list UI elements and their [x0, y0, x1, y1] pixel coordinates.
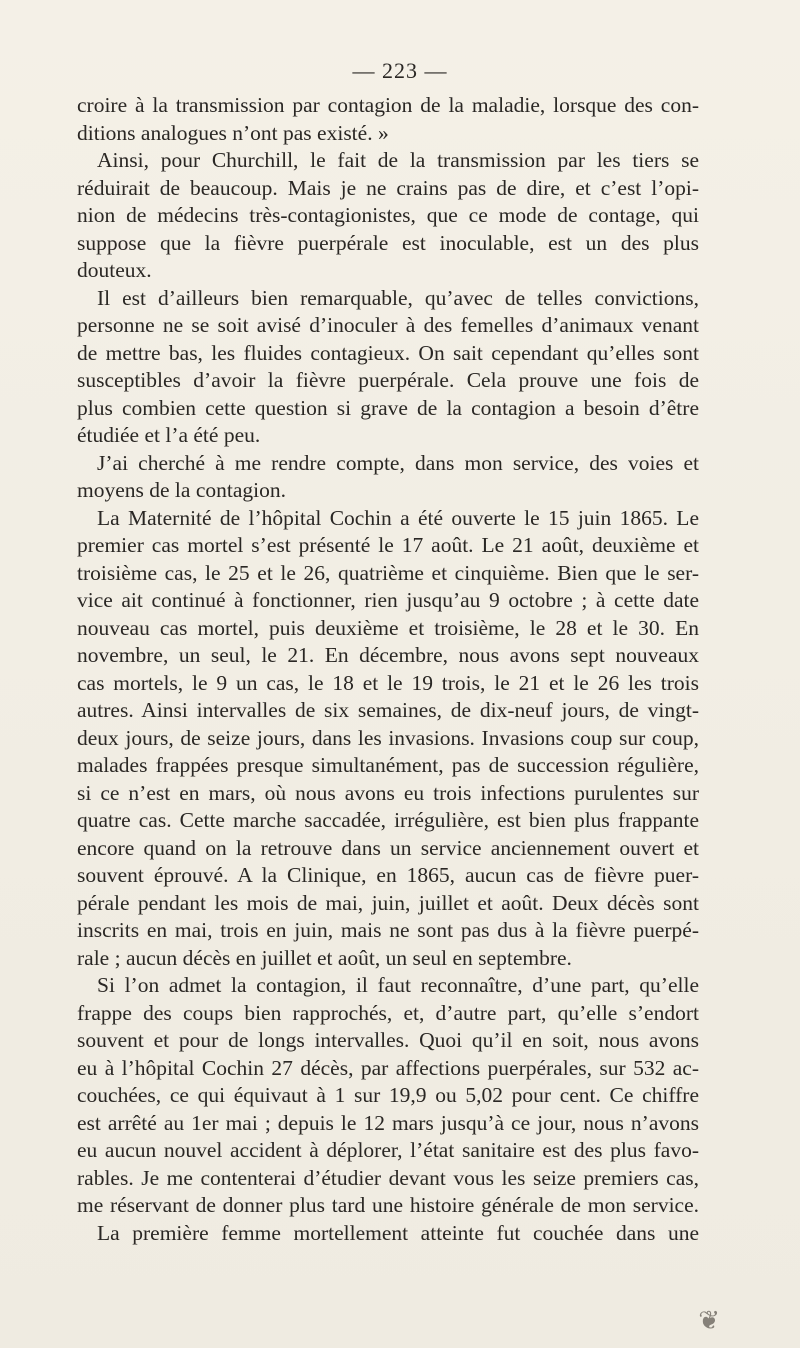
text-line: couchées, ce qui équivaut à 1 sur 19,9 ou 5,02 pour cent. Ce chiffre	[77, 1083, 699, 1107]
page-number: — 223 —	[352, 58, 448, 83]
text-line: eu à l’hôpital Cochin 27 décès, par affections puerpérales, sur 532 ac-	[77, 1055, 699, 1080]
text-line: autres. Ainsi intervalles de six semaines, de dix-neuf jours, de vingt-	[77, 698, 699, 722]
text-line: encore quand on la retrouve dans un service anciennement ouvert et	[77, 835, 699, 860]
text-line: eu aucun nouvel accident à déplorer, l’état sanitaire est des plus favo-	[77, 1138, 699, 1162]
text-line: croire à la transmission par contagion de la maladie, lorsque des con-	[77, 93, 699, 117]
text-line: nion de médecins très-contagionistes, que ce mode de contage, qui	[77, 203, 699, 227]
text-line: malades frappées presque simultanément, pas de succession régulière,	[77, 753, 699, 777]
text-line: inscrits en mai, trois en juin, mais ne sont pas dus à la fièvre puerpé-	[77, 918, 699, 942]
text-line: ditions analogues n’ont pas existé. »	[77, 120, 389, 145]
body-text	[77, 92, 699, 1247]
text-line: pérale pendant les mois de mai, juin, juillet et août. Deux décès sont	[77, 890, 699, 915]
text-line: de mettre bas, les fluides contagieux. On sait cependant qu’elles sont	[77, 340, 699, 365]
text-line: souvent et pour de longs intervalles. Quoi qu’il en soit, nous avons	[77, 1028, 699, 1052]
text-line: douteux.	[77, 258, 152, 282]
text-line: nouveau cas mortel, puis deuxième et troisième, le 28 et le 30. En	[77, 615, 699, 640]
text-line: personne ne se soit avisé d’inoculer à des femelles d’animaux venant	[77, 313, 699, 337]
text-line: La Maternité de l’hôpital Cochin a été ouverte le 15 juin 1865. Le	[97, 505, 699, 530]
text-line: rale ; aucun décès en juillet et août, un seul en septembre.	[77, 945, 572, 970]
text-line: est arrêté au 1er mai ; depuis le 12 mars jusqu’à ce jour, nous n’avons	[77, 1110, 699, 1135]
text-line: si ce n’est en mars, où nous avons eu trois infections purulentes sur	[77, 780, 699, 805]
ink-speck-icon: ❦	[698, 1306, 720, 1335]
text-line: quatre cas. Cette marche saccadée, irrégulière, est bien plus frappante	[77, 808, 699, 832]
text-line: Il est d’ailleurs bien remarquable, qu’avec de telles convictions,	[97, 285, 699, 310]
text-line: cas mortels, le 9 un cas, le 18 et le 19 trois, le 21 et le 26 les trois	[77, 670, 699, 695]
text-line: Ainsi, pour Churchill, le fait de la transmission par les tiers se	[97, 148, 699, 172]
text-line: La première femme mortellement atteinte fut couchée dans une	[97, 1220, 699, 1245]
text-line: rables. Je me contenterai d’étudier devant vous les seize premiers cas,	[77, 1165, 699, 1190]
text-line: premier cas mortel s’est présenté le 17 août. Le 21 août, deuxième et	[77, 533, 699, 557]
text-line: me réservant de donner plus tard une histoire générale de mon service.	[77, 1193, 699, 1217]
text-line: vice ait continué à fonctionner, rien jusqu’au 9 octobre ; à cette date	[77, 588, 699, 612]
text-line: troisième cas, le 25 et le 26, quatrième et cinquième. Bien que le ser-	[77, 560, 699, 585]
text-line: J’ai cherché à me rendre compte, dans mon service, des voies et	[97, 450, 699, 475]
text-line: Si l’on admet la contagion, il faut reconnaître, d’une part, qu’elle	[97, 973, 699, 997]
text-line: deux jours, de seize jours, dans les invasions. Invasions coup sur coup,	[77, 725, 699, 750]
text-line: novembre, un seul, le 21. En décembre, nous avons sept nouveaux	[77, 643, 699, 667]
text-line: suppose que la fièvre puerpérale est inoculable, est un des plus	[77, 230, 699, 255]
text-line: moyens de la contagion.	[77, 478, 286, 502]
text-line: étudiée et l’a été peu.	[77, 423, 261, 447]
text-line: susceptibles d’avoir la fièvre puerpérale. Cela prouve une fois de	[77, 368, 699, 392]
text-line: frappe des coups bien rapprochés, et, d’autre part, qu’elle s’endort	[77, 1000, 699, 1025]
text-line: plus combien cette question si grave de la contagion a besoin d’être	[77, 395, 699, 420]
text-line: souvent éprouvé. A la Clinique, en 1865, aucun cas de fièvre puer-	[77, 863, 699, 887]
text-line: réduirait de beaucoup. Mais je ne crains pas de dire, et c’est l’opi-	[77, 175, 699, 200]
